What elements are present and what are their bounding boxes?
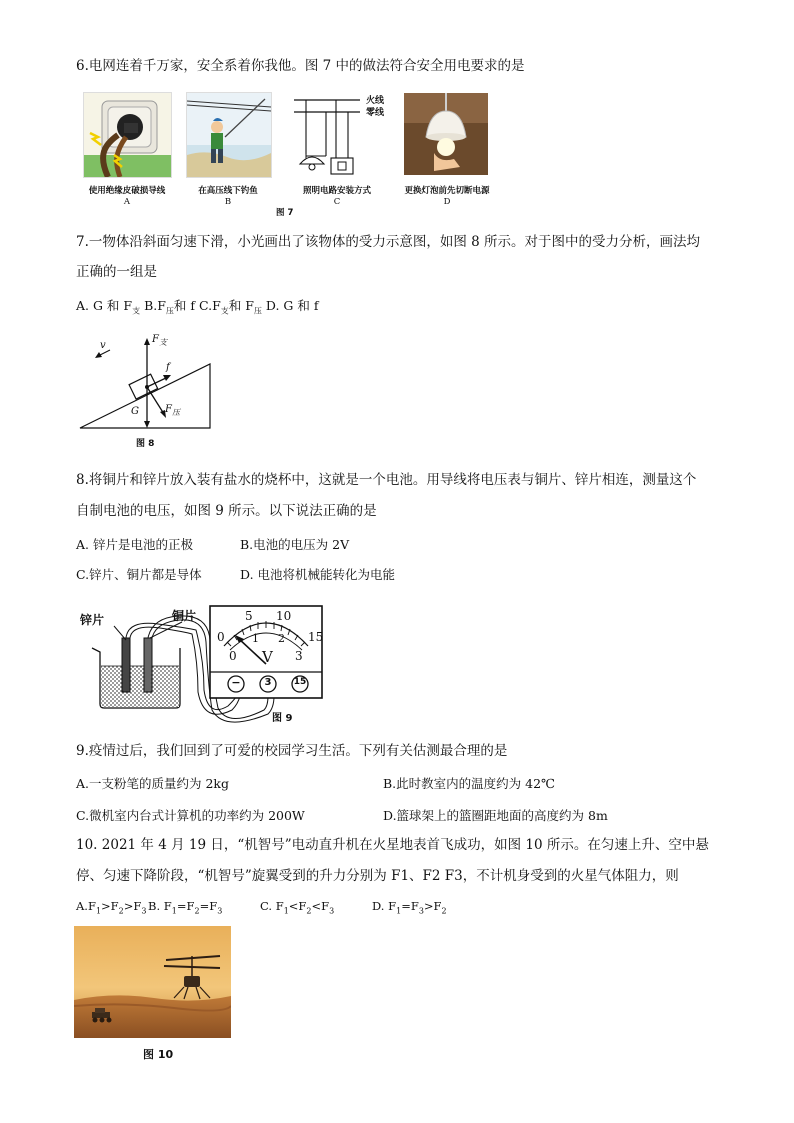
fig7-image-b xyxy=(186,92,272,178)
fig8-label-v: v xyxy=(100,340,106,351)
fig9-scale-inner-0: 0 xyxy=(229,649,237,663)
q9-option-c: C.微机室内台式计算机的功率约为 200W xyxy=(76,808,305,823)
fig8-label-f-pressure: $F_压$ xyxy=(165,404,180,417)
fig10-caption: 图 10 xyxy=(143,1048,174,1061)
fig7-letter-c: C xyxy=(333,197,341,207)
q10-option-c: C. $F_1<F_2<F_3$ xyxy=(260,899,335,916)
fig7-letter-d: D xyxy=(443,197,451,207)
fig9-scale-15: 15 xyxy=(308,630,324,644)
fig9-scale-10: 10 xyxy=(276,609,292,623)
fig7-neutral-wire-label: 零线 xyxy=(366,108,385,118)
q7-line2: 正确的一组是 xyxy=(76,264,157,280)
fig9-scale-3: 3 xyxy=(295,649,303,663)
fig7-image-d xyxy=(404,93,488,175)
q7-line1: 7.一物体沿斜面匀速下滑，小光画出了该物体的受力示意图，如图 8 所示。对于图中的受力分析，画法均 xyxy=(76,234,701,250)
q8-option-d: D. 电池将机械能转化为电能 xyxy=(240,567,396,582)
q10-line2: 停、匀速下降阶段，“机智号”旋翼受到的升力分别为 F1、F2 F3，不计机身受到的火星气体阻力，则 xyxy=(76,868,679,884)
q6-text: 6.电网连着千万家，安全系着你我他。图 7 中的做法符合安全用电要求的是 xyxy=(76,58,525,74)
q9-text: 9.疫情过后，我们回到了可爱的校园学习生活。下列有关估测最合理的是 xyxy=(76,743,508,759)
fig9-scale-outer-0: 0 xyxy=(217,630,225,644)
q8-option-a: A. 锌片是电池的正极 xyxy=(76,537,193,552)
q8-line2: 自制电池的电压，如图 9 所示。以下说法正确的是 xyxy=(76,503,377,519)
fig7-live-wire-label: 火线 xyxy=(366,96,385,106)
q8-option-c: C.锌片、铜片都是导体 xyxy=(76,567,202,582)
fig7-letter-b: B xyxy=(224,197,232,207)
fig9-scale-5: 5 xyxy=(245,609,253,623)
q9-option-b: B.此时教室内的温度约为 42℃ xyxy=(383,776,556,791)
fig7-caption-a: 使用绝缘皮破损导线 xyxy=(88,186,166,196)
fig8-label-g: G xyxy=(131,406,139,417)
fig7-caption-b: 在高压线下钓鱼 xyxy=(198,186,258,196)
fig7-caption-c: 照明电路安装方式 xyxy=(302,186,371,196)
q10-line1: 10. 2021 年 4 月 19 日，“机智号”电动直升机在火星地表首飞成功，如图 10 所示。在匀速上升、空中悬 xyxy=(76,837,709,853)
fig9-unit-v: V xyxy=(262,648,273,666)
q8-option-b: B.电池的电压为 2V xyxy=(240,537,350,552)
fig7-image-a xyxy=(83,92,172,178)
fig10-mars-helicopter-image xyxy=(74,926,231,1038)
fig9-scale-1: 1 xyxy=(252,632,259,645)
fig7-letter-a: A xyxy=(123,197,131,207)
q8-line1: 8.将铜片和锌片放入装有盐水的烧杯中，这就是一个电池。用导线将电压表与铜片、锌片相连，测量这个 xyxy=(76,472,697,488)
q7-options: A. G 和 $F_支$ $B.F_压$和 f $C.F_支$和 $F_压$ D. G 和 f xyxy=(76,298,319,316)
fig8-caption: 图 8 xyxy=(136,439,155,449)
q10-option-b: B. $F_1=F_2=F_3$ xyxy=(148,899,223,916)
fig8-incline-diagram xyxy=(76,330,216,432)
fig9-copper-label: 铜片 xyxy=(172,609,197,623)
fig7-caption-d: 更换灯泡前先切断电源 xyxy=(404,186,490,196)
q10-option-a: $A.F_1>F_2>F_3$ xyxy=(76,899,147,916)
fig9-caption: 图 9 xyxy=(272,713,293,724)
q9-option-d: D.篮球架上的篮圈距地面的高度约为 8m xyxy=(383,808,608,823)
fig8-label-f-friction: f xyxy=(166,362,170,373)
fig9-zinc-label: 锌片 xyxy=(80,613,105,627)
q10-option-d: D. $F_1=F_3>F_2$ xyxy=(372,899,447,916)
fig9-battery-diagram xyxy=(78,600,338,730)
fig9-scale-2: 2 xyxy=(278,632,285,645)
fig9-terminal-negative: − xyxy=(231,676,241,689)
fig9-terminal-15: 15 xyxy=(293,677,307,687)
fig9-terminal-3: 3 xyxy=(264,677,272,688)
fig8-label-f-support: $F_支$ xyxy=(152,334,167,347)
q9-option-a: A.一支粉笔的质量约为 2kg xyxy=(76,776,230,791)
fig7-caption: 图 7 xyxy=(276,208,294,218)
